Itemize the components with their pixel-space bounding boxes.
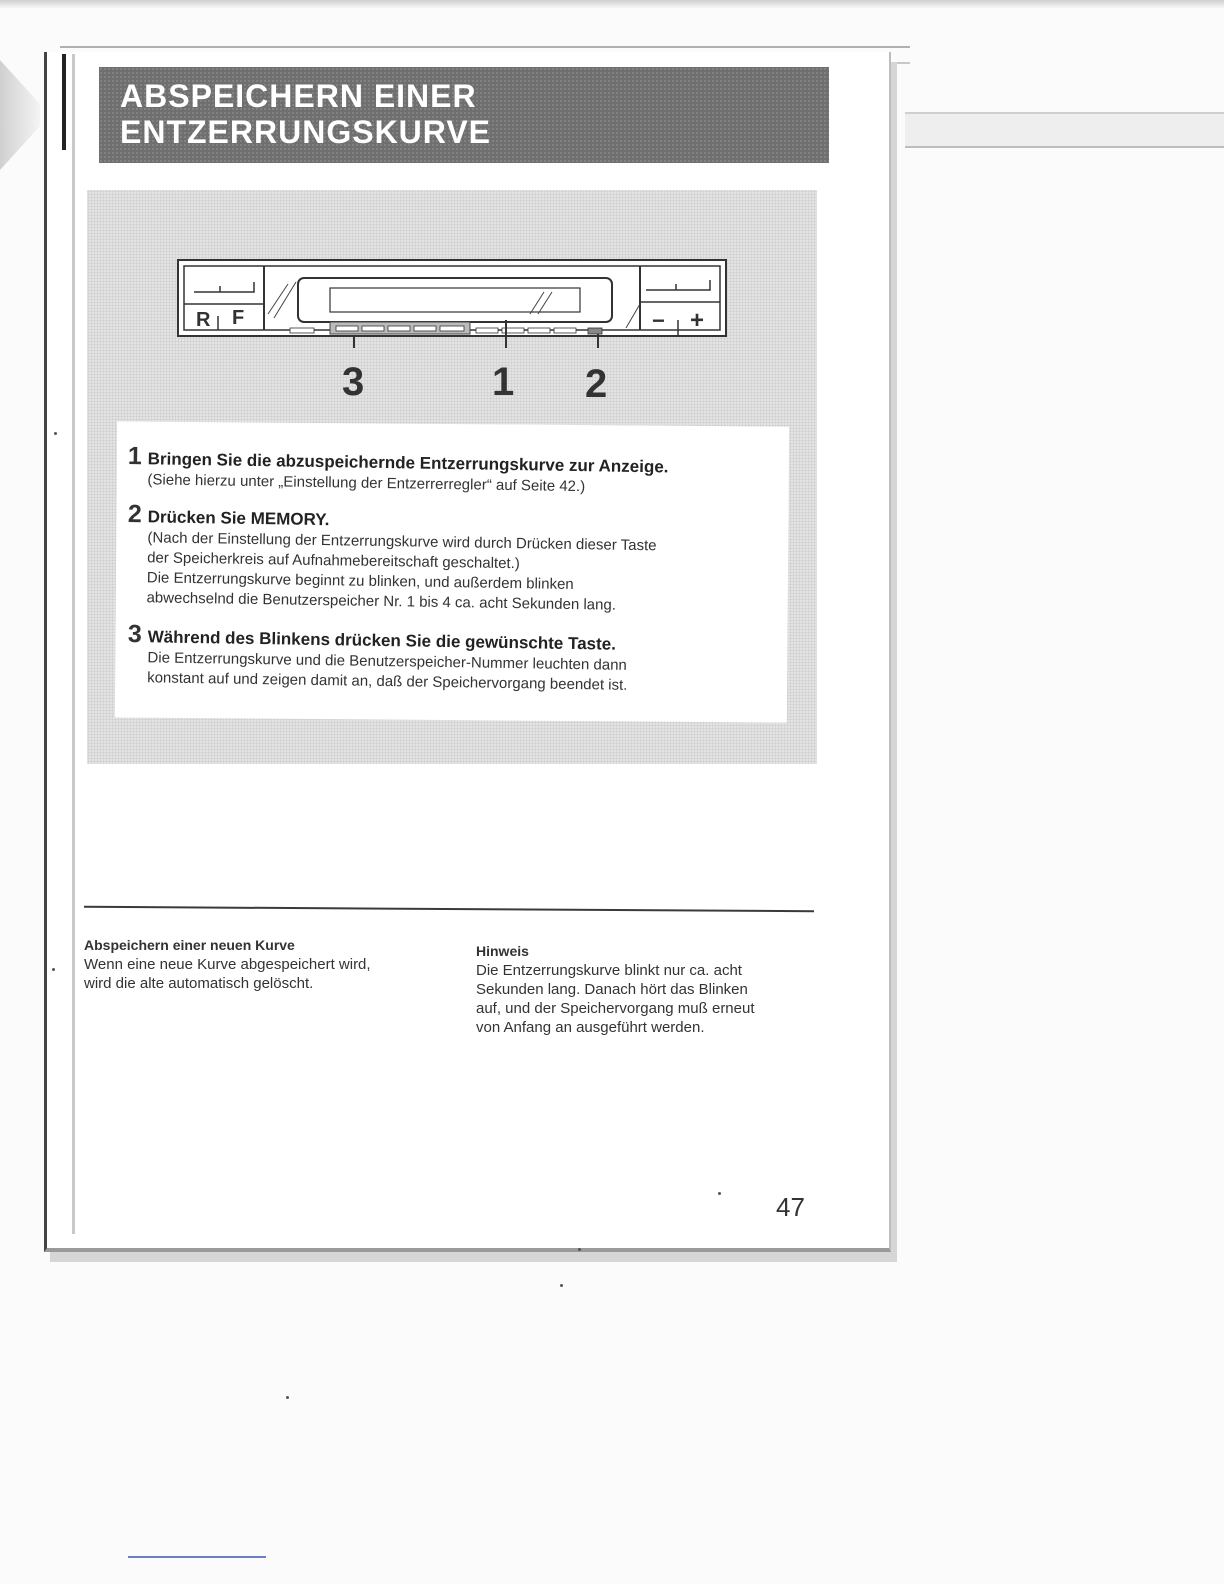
page-binding xyxy=(72,54,75,1234)
note-hint-line-2: Sekunden lang. Danach hört das Blinken xyxy=(476,981,748,998)
note-new-curve-heading: Abspeichern einer neuen Kurve xyxy=(84,937,295,953)
adjacent-page-strip xyxy=(905,112,1224,148)
page-number: 47 xyxy=(776,1192,805,1222)
callout-number-1: 1 xyxy=(492,360,515,404)
step-3-line-1: Die Entzerrungskurve und die Benutzerspeicher-Nummer leuchten dann xyxy=(147,649,627,674)
step-2-line-2: der Speicherkreis auf Aufnahmebereitschaft geschaltet.) xyxy=(147,549,520,573)
step-2 xyxy=(126,500,657,616)
step-1-heading: Bringen Sie die abzuspeichernde Entzerrungskurve zur Anzeige. xyxy=(147,449,669,477)
rf-button-f: F xyxy=(232,307,245,329)
scan-speck xyxy=(52,968,55,971)
step-2-number: 2 xyxy=(127,500,142,529)
step-3-number: 3 xyxy=(127,620,142,649)
note-hint xyxy=(476,942,755,1037)
step-2-line-4: abwechselnd die Benutzerspeicher Nr. 1 bis 4 ca. acht Sekunden lang. xyxy=(146,589,617,614)
scan-shadow xyxy=(0,60,40,170)
note-hint-line-1: Die Entzerrungskurve blinkt nur ca. acht xyxy=(476,962,742,979)
scan-speck xyxy=(560,1284,563,1287)
step-3-line-2: konstant auf und zeigen damit an, daß der Speichervorgang beendet ist. xyxy=(147,669,628,694)
scan-speck xyxy=(54,432,57,435)
step-3 xyxy=(127,620,628,696)
step-1-number: 1 xyxy=(127,442,142,471)
step-3-heading: Während des Blinkens drücken Sie die gewünschte Taste. xyxy=(147,627,617,654)
step-2-heading: Drücken Sie MEMORY. xyxy=(147,507,330,530)
step-1-line-1: (Siehe hierzu unter „Einstellung der Entzerrerregler“ auf Seite 42.) xyxy=(147,471,586,496)
note-hint-line-3: auf, und der Speichervorgang muß erneut xyxy=(476,1000,755,1017)
rf-button-r: R xyxy=(196,309,211,331)
minus-button: − xyxy=(652,308,665,333)
scan-edge xyxy=(0,0,1224,8)
scan-speck xyxy=(718,1192,721,1195)
page-spine xyxy=(62,54,66,150)
step-1 xyxy=(127,442,669,498)
scan-mark-line xyxy=(128,1556,266,1558)
step-2-line-1: (Nach der Einstellung der Entzerrungskurve wird durch Drücken dieser Taste xyxy=(147,529,657,555)
equalizer-device-illustration xyxy=(170,256,730,348)
note-new-curve xyxy=(84,936,371,993)
display-window xyxy=(298,278,612,322)
note-hint-heading: Hinweis xyxy=(476,943,529,959)
note-hint-line-4: von Anfang an ausgeführt werden. xyxy=(476,1019,705,1036)
scan-speck xyxy=(578,1248,581,1251)
plus-button: + xyxy=(690,307,705,334)
scan-speck xyxy=(286,1396,289,1399)
callout-number-2: 2 xyxy=(585,362,608,406)
page-title-line-2: ENTZERRUNGSKURVE xyxy=(120,114,491,150)
page-title-line-1: ABSPEICHERN EINER xyxy=(120,78,477,114)
callout-number-3: 3 xyxy=(342,360,365,404)
note-new-curve-line-1: Wenn eine neue Kurve abgespeichert wird, xyxy=(84,956,371,973)
step-2-line-3: Die Entzerrungskurve beginnt zu blinken, und außerdem blinken xyxy=(146,569,574,594)
note-new-curve-line-2: wird die alte automatisch gelöscht. xyxy=(84,975,314,992)
